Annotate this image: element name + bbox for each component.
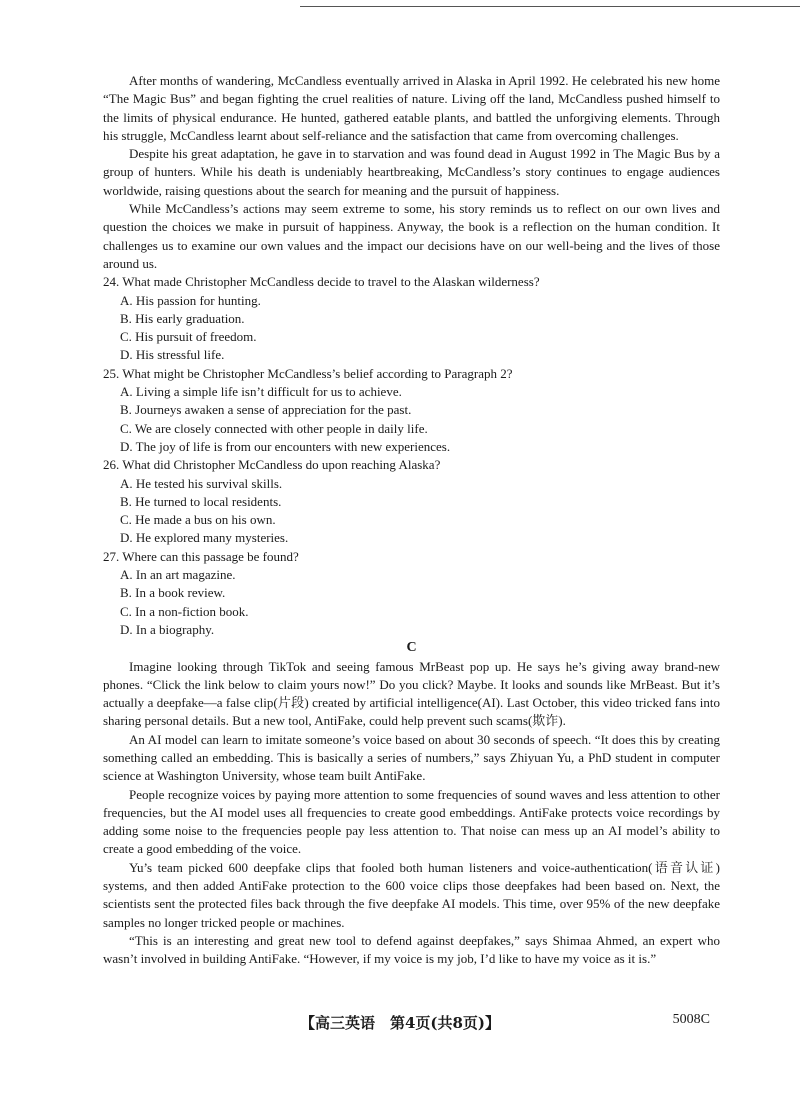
passage-c-paragraph: “This is an interesting and great new tool to defend against deepfakes,” says Shimaa Ahmed, an expert who wasn’t involved in building AntiFake. “However, if my voice is my job, I’d like to have my voice as it is.” bbox=[103, 932, 720, 967]
passage-c-paragraph: An AI model can learn to imitate someone’s voice based on about 30 seconds of speech. “It does this by creating something called an embedding. This is basically a series of numbers,” says Zhiyuan Yu, a PhD student in computer science at Washington University, whose team built AntiFake. bbox=[103, 731, 720, 784]
option-c: C. His pursuit of freedom. bbox=[120, 329, 257, 345]
question-26 bbox=[103, 456, 720, 547]
passage-b-paragraph: After months of wandering, McCandless eventually arrived in Alaska in April 1992. He celebrated his new home “The Magic Bus” and began fighting the cruel realities of nature. Living off the land, McCandless pushed himself to the limits of physical endurance. He hunted, gathered eatable plants, and battled the unforgiving elements. Through his struggle, McCandless learnt about self-reliance and the satisfaction that came from overcoming challenges. bbox=[103, 73, 720, 143]
option-d: D. The joy of life is from our encounters with new experiences. bbox=[120, 438, 451, 454]
option-b: B. He turned to local residents. bbox=[120, 493, 282, 509]
option-a: A. In an art magazine. bbox=[120, 567, 236, 583]
option-a: A. He tested his survival skills. bbox=[120, 475, 283, 491]
option-d: D. He explored many mysteries. bbox=[120, 530, 289, 546]
question-stem: 24. What made Christopher McCandless decide to travel to the Alaskan wilderness? bbox=[103, 274, 540, 290]
page-footer-label: 【高三英语 第4页(共8页)】 bbox=[299, 1014, 501, 1032]
option-d: D. In a biography. bbox=[120, 621, 215, 637]
question-stem: 25. What might be Christopher McCandless’s belief according to Paragraph 2? bbox=[103, 365, 513, 381]
option-c: C. We are closely connected with other people in daily life. bbox=[120, 420, 428, 436]
passage-b-paragraph: Despite his great adaptation, he gave in to starvation and was found dead in August 1992 in The Magic Bus by a group of hunters. While his death is undeniably heartbreaking, McCandless’s story continues to engage audiences worldwide, raising questions about the search for meaning and the pursuit of happiness. bbox=[103, 146, 720, 198]
passage-c-paragraph: Imagine looking through TikTok and seeing famous MrBeast pop up. He says he’s giving away brand-new phones. “Click the link below to claim yours now!” Do you click? Maybe. It looks and sounds like MrBeast. But it’s actually a deepfake—a false clip(片段) created by artificial intelligence(AI). Last October, this video tricked fans into sharing personal details. But a new tool, AntiFake, could help prevent such scams(欺诈). bbox=[103, 658, 720, 729]
passage-b-paragraph: While McCandless’s actions may seem extreme to some, his story reminds us to reflect on our own lives and question the choices we make in pursuit of happiness. Anyway, the book is a reflection on the human condition. It challenges us to examine our own values and the impact our decisions have on our well-being and the lives of those around us. bbox=[103, 201, 720, 271]
option-a: A. Living a simple life isn’t difficult for us to achieve. bbox=[120, 384, 402, 400]
option-b: B. His early graduation. bbox=[120, 310, 245, 326]
question-24 bbox=[103, 273, 720, 364]
exam-code: 5008C bbox=[672, 1012, 710, 1027]
section-heading-c: C bbox=[406, 640, 417, 656]
option-c: C. He made a bus on his own. bbox=[120, 512, 276, 528]
passage-c-paragraph: Yu’s team picked 600 deepfake clips that fooled both human listeners and voice-authentication(语音认证) systems, and then added AntiFake protection to the 600 voice clips those deepfakes had been based on. Next, the scientists sent the protected files back through the five deepfake AI models. This time, over 95% of the new deepfake samples no longer tricked people or machines. bbox=[103, 859, 720, 930]
question-25 bbox=[103, 365, 720, 456]
question-27 bbox=[103, 548, 720, 639]
option-a: A. His passion for hunting. bbox=[120, 292, 261, 308]
option-b: B. In a book review. bbox=[120, 585, 226, 601]
question-stem: 27. Where can this passage be found? bbox=[103, 548, 299, 564]
option-d: D. His stressful life. bbox=[120, 347, 225, 363]
top-rule bbox=[300, 6, 800, 7]
question-stem: 26. What did Christopher McCandless do upon reaching Alaska? bbox=[103, 457, 441, 473]
page-content bbox=[103, 72, 720, 969]
option-c: C. In a non-fiction book. bbox=[120, 603, 249, 619]
passage-c-paragraph: People recognize voices by paying more attention to some frequencies of sound waves and less attention to other frequencies, but the AI model uses all frequencies to create good embeddings. AntiFake protects voice recordings by adding some noise to the frequencies people pay less attention to. That noise can mess up an AI model’s ability to create a good embedding of the voice. bbox=[103, 786, 720, 857]
option-b: B. Journeys awaken a sense of appreciation for the past. bbox=[120, 402, 412, 418]
